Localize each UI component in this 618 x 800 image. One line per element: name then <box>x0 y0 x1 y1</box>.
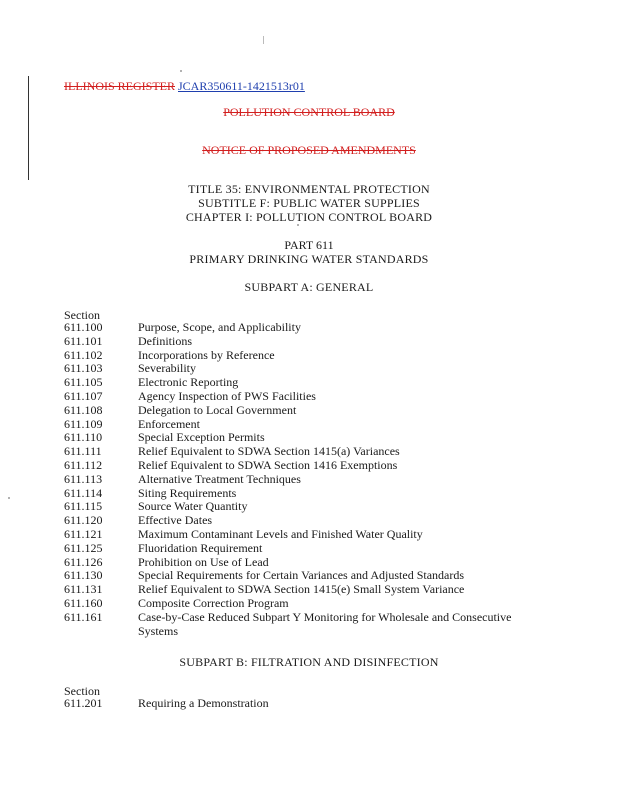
title-heading: TITLE 35: ENVIRONMENTAL PROTECTION <box>188 182 430 196</box>
table-row: 611.102 Incorporations by Reference <box>64 347 275 362</box>
register-header <box>64 79 305 94</box>
notice-line: NOTICE OF PROPOSED AMENDMENTS <box>202 143 416 157</box>
table-row: 611.201 Requiring a Demonstration <box>64 696 269 710</box>
table-row: 611.109 Enforcement <box>64 416 200 431</box>
board-line: POLLUTION CONTROL BOARD <box>223 105 395 119</box>
table-row: 611.121 Maximum Contaminant Levels and Finished Water Quality <box>64 526 423 541</box>
subtitle-heading: SUBTITLE F: PUBLIC WATER SUPPLIES <box>198 196 420 210</box>
scan-speck <box>8 497 10 499</box>
table-row: 611.108 Delegation to Local Government <box>64 402 297 417</box>
table-row: 611.111 Relief Equivalent to SDWA Section 1415(a) Variances <box>64 444 400 459</box>
table-row: 611.126 Prohibition on Use of Lead <box>64 554 269 569</box>
table-row: 611.130 Special Requirements for Certain Variances and Adjusted Standards <box>64 568 465 583</box>
table-row: 611.112 Relief Equivalent to SDWA Section 1416 Exemptions <box>64 457 398 472</box>
part-number: PART 611 <box>284 238 334 252</box>
table-row: 611.100 Purpose, Scope, and Applicability <box>64 320 301 334</box>
register-name: ILLINOIS REGISTER <box>64 79 175 93</box>
table-row: 611.105 Electronic Reporting <box>64 375 239 390</box>
table-row: 611.131 Relief Equivalent to SDWA Section 1415(e) Small System Variance <box>64 582 465 597</box>
scan-speck <box>180 70 182 72</box>
change-margin-bar <box>28 76 29 180</box>
subpart-a-section-list <box>64 321 534 638</box>
table-row: 611.110 Special Exception Permits <box>64 430 265 445</box>
section-column-label: Section <box>64 308 100 322</box>
table-row: 611.103 Severability <box>64 361 196 376</box>
table-row: 611.115 Source Water Quantity <box>64 499 248 514</box>
document-id: JCAR350611-1421513r01 <box>178 79 305 93</box>
table-row: 611.101 Definitions <box>64 333 192 348</box>
subpart-b-heading: SUBPART B: FILTRATION AND DISINFECTION <box>179 655 439 669</box>
table-row: 611.120 Effective Dates <box>64 513 213 528</box>
table-row: 611.107 Agency Inspection of PWS Facilities <box>64 388 316 403</box>
table-row: 611.160 Composite Correction Program <box>64 595 289 610</box>
table-row: 611.113 Alternative Treatment Techniques <box>64 471 301 486</box>
table-row: 611.161 Case-by-Case Reduced Subpart Y Monitoring for Wholesale and Consecutive Systems <box>64 609 512 638</box>
section-column-label: Section <box>64 684 100 698</box>
subpart-b-section-list <box>64 697 534 711</box>
table-row: 611.125 Fluoridation Requirement <box>64 540 263 555</box>
subpart-a-heading: SUBPART A: GENERAL <box>244 280 374 294</box>
table-row: 611.114 Siting Requirements <box>64 485 237 500</box>
chapter-heading: CHAPTER I: POLLUTION CONTROL BOARD <box>185 210 433 224</box>
part-name: PRIMARY DRINKING WATER STANDARDS <box>189 252 429 266</box>
scan-mark <box>263 36 264 44</box>
